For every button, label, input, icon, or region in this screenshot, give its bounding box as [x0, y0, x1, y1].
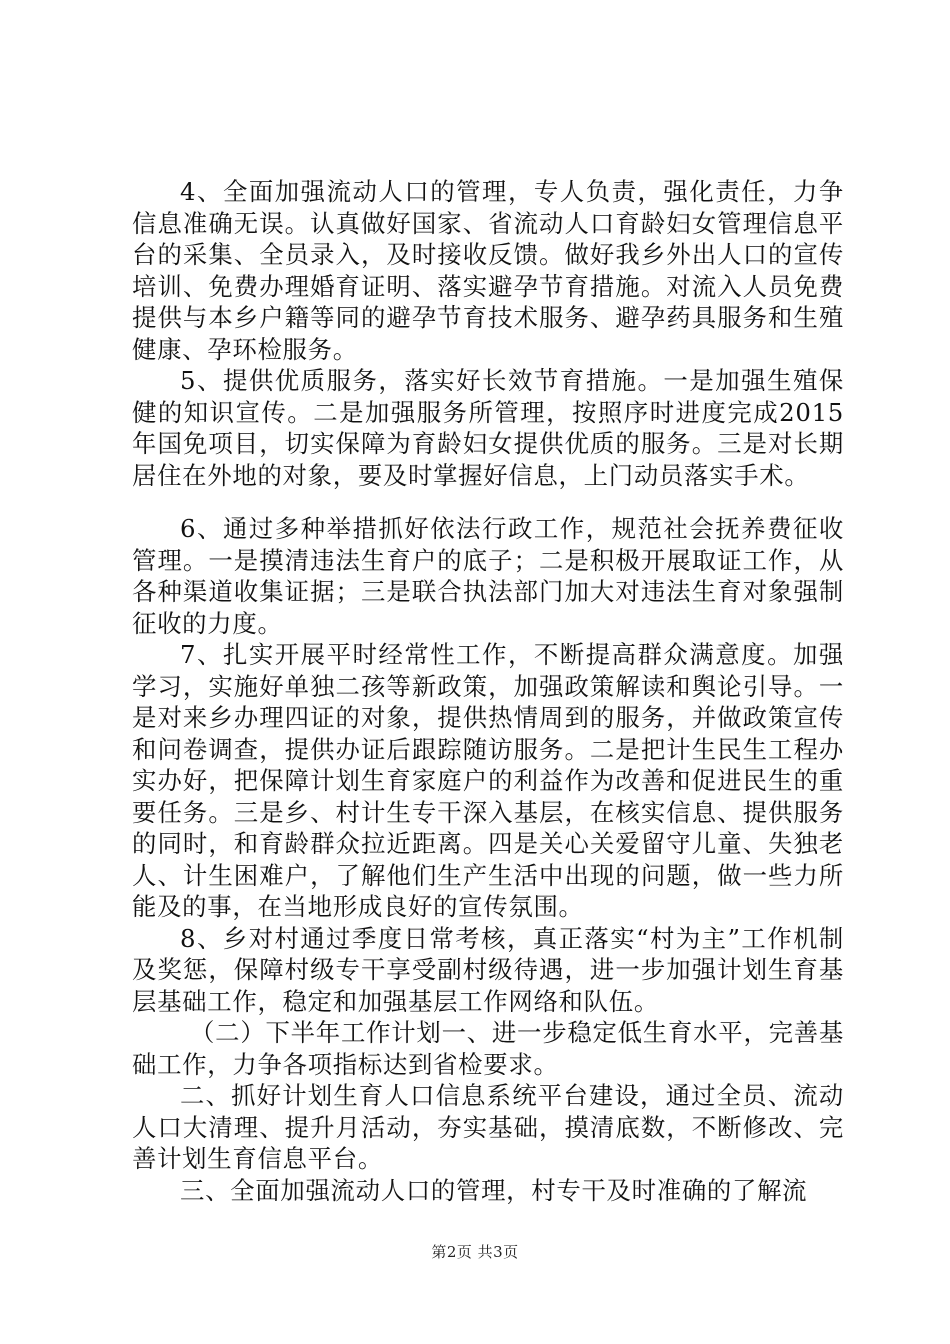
- paragraph-second-half-plan: （二）下半年工作计划一、进一步稳定低生育水平，完善基础工作，力争各项指标达到省检要求。: [132, 1018, 844, 1079]
- paragraph-plan-item-2: 二、抓好计划生育人口信息系统平台建设，通过全员、流动人口大清理、提升月活动，夯实基础，摸清底数，不断修改、完善计划生育信息平台。: [132, 1081, 844, 1173]
- paragraph-6-lawful-administration: 6、通过多种举措抓好依法行政工作，规范社会抚养费征收管理。一是摸清违法生育户的底子；二是积极开展取证工作，从各种渠道收集证据；三是联合执法部门加大对违法生育对象强制征收的力度。: [132, 514, 844, 638]
- document-body: [132, 176, 844, 1206]
- paragraph-5-quality-service: 5、提供优质服务，落实好长效节育措施。一是加强生殖保健的知识宣传。二是加强服务所管理，按照序时进度完成2015年国免项目，切实保障为育龄妇女提供优质的服务。三是对长期居住在外地的对象，要及时掌握好信息，上门动员落实手术。: [132, 366, 844, 490]
- page-number-footer: 第2页 共3页: [431, 1243, 519, 1261]
- paragraph-8-village-assessment: 8、乡对村通过季度日常考核，真正落实“村为主”工作机制及奖惩，保障村级专干享受副村级待遇，进一步加强计划生育基层基础工作，稳定和加强基层工作网络和队伍。: [132, 923, 844, 1016]
- paragraph-4-floating-population: 4、全面加强流动人口的管理，专人负责，强化责任，力争信息准确无误。认真做好国家、省流动人口育龄妇女管理信息平台的采集、全员录入，及时接收反馈。做好我乡外出人口的宣传培训、免费办理婚育证明、落实避孕节育措施。对流入人员免费提供与本乡户籍等同的避孕节育技术服务、避孕药具服务和生殖健康、孕环检服务。: [132, 177, 844, 364]
- paragraph-7-routine-work: 7、扎实开展平时经常性工作，不断提高群众满意度。加强学习，实施好单独二孩等新政策，加强政策解读和舆论引导。一是对来乡办理四证的对象，提供热情周到的服务，并做政策宣传和问卷调查，提供办证后跟踪随访服务。二是把计生民生工程办实办好，把保障计划生育家庭户的利益作为改善和促进民生的重要任务。三是乡、村计生专干深入基层，在核实信息、提供服务的同时，和育龄群众拉近距离。四是关心关爱留守儿童、失独老人、计生困难户，了解他们生产生活中出现的问题，做一些力所能及的事，在当地形成良好的宣传氛围。: [132, 640, 844, 921]
- paragraph-plan-item-3: 三、全面加强流动人口的管理，村专干及时准确的了解流: [180, 1175, 808, 1205]
